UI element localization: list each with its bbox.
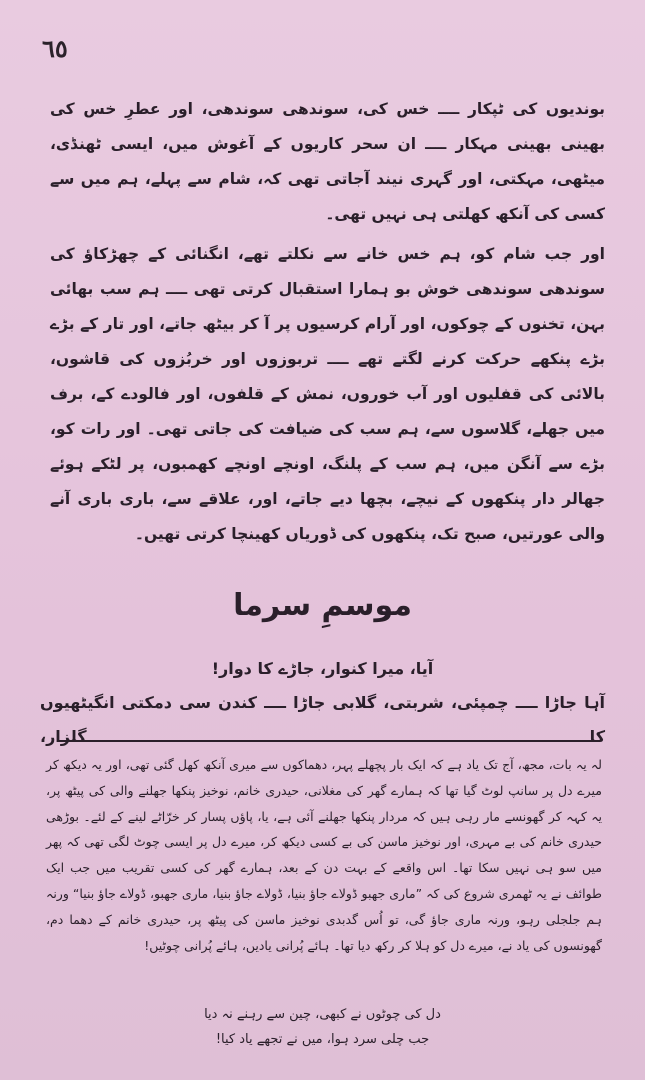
page-number: ٦٥ — [42, 34, 68, 63]
poem-line-2: آہا جاڑا ــــ چمپئی، شربتی، گلابی جاڑا ــــ کندن سی دمکتی انگیٹھیوں کا گلزار، — [40, 693, 605, 746]
paragraph-1: بوندیوں کی ٹپکار ــــ خس کی، سوندھی سوندھی، اور عطرِ خس کی بھینی بھینی مہکار ــــ ان سحر کاریوں کے آغوش میں، ایسی ٹھنڈی، میٹھی، مہکتی، اور گہری نیند آجاتی تھی کہ، شام سے پہلے، ہم میں سے کسی کی آنکھ کھلتی ہی نہیں تھی۔ — [50, 100, 605, 223]
verse-line-2: جب چلی سرد ہوا، میں نے تجھے یاد کیا! — [215, 1032, 430, 1047]
verse-line-1: دل کی چوٹوں نے کبھی، چین سے رہنے نہ دیا — [204, 1007, 441, 1022]
body-text — [50, 92, 605, 552]
footnote-divider — [58, 740, 600, 742]
footnote-verse — [0, 1002, 645, 1052]
footnote: لہ یہ بات، مجھ، آج تک یاد ہے کہ ایک بار پچھلے پہر، دھماکوں سے میری آنکھ کھل گئی تھی، اور یہ دیکھ کر میرے دل پر سانپ لوٹ گیا تھا کہ ہمارے گھر کی مغلانی، حیدری خانم، نوخیز پنکھا جھلنے والی کی پیٹھ پر، یہ کہہ کر گھونسے مار رہی ہیں کہ مردار پنکھا جھلنے آئی ہے، یا، پاؤں پسار کر خرّاٹے لینے کے لئے۔ بوڑھی حیدری خانم کی بے مہری، اور نوخیز ماسن کی بے کسی دیکھ کر، میرے دل پر ایسی چوٹ لگی تھی کہ پھر میں سو ہی نہیں سکا تھا۔ اس واقعے کے بہت دن کے بعد، ہمارے گھر کی کسی تقریب میں جب ایک طوائف نے یہ ٹھمری شروع کی کہ ”ماری جھبو ڈولاے جاؤ بنیا، ڈولاے جاؤ بنیا، ماری جھبو، ڈولاے جاؤ بنیا“ ورنہ ہم جلجلی رہو، ورنہ ماری جاؤ گی، تو اُس گدبدی نوخیز ماسن کی پیٹھ پر، حیدری خانم کے دھما دم، گھونسوں کی یاد نے، میرے دل کو ہلا کر رکھ دیا تھا۔ ہائے پُرانی یادیں، ہائے پُرانی چوٹیں! — [46, 757, 602, 953]
poem — [40, 652, 605, 754]
section-heading: موسمِ سرما — [233, 588, 412, 623]
poem-line-1: آیا، میرا کنوار، جاڑے کا دوار! — [211, 659, 434, 678]
paragraph-2: اور جب شام کو، ہم خس خانے سے نکلتے تھے، انگنائی کے چھڑکاؤ کی سوندھی سوندھی خوش بو ہمارا استقبال کرتی تھی ــــ ہم سب بھائی بہن، تخنوں کے چوکوں، اور آرام کرسیوں پر آ کر بیٹھ جاتے، اور تار کے بڑے بڑے پنکھے حرکت کرنے لگتے تھے ــــ تربوزوں اور خربُزوں کی قاشوں، بالائی کی قفلیوں اور آب خوروں، نمش کے قلفوں، اور فالودے کے، برف میں جھلے، گلاسوں سے، ہم سب کی ضیافت کی جاتی تھی۔ اور رات کو، بڑے سے آنگن میں، ہم سب کے پلنگ، اونچے اونچے کھمبوں، پر لٹکے ہوئے جھالر دار پنکھوں کے نیچے، بچھا دیے جاتے، اور، علاقے سے، باری باری آنے والی عورتیں، صبح تک، پنکھوں کی ڈوریاں کھینچا کرتی تھیں۔ — [50, 245, 605, 543]
